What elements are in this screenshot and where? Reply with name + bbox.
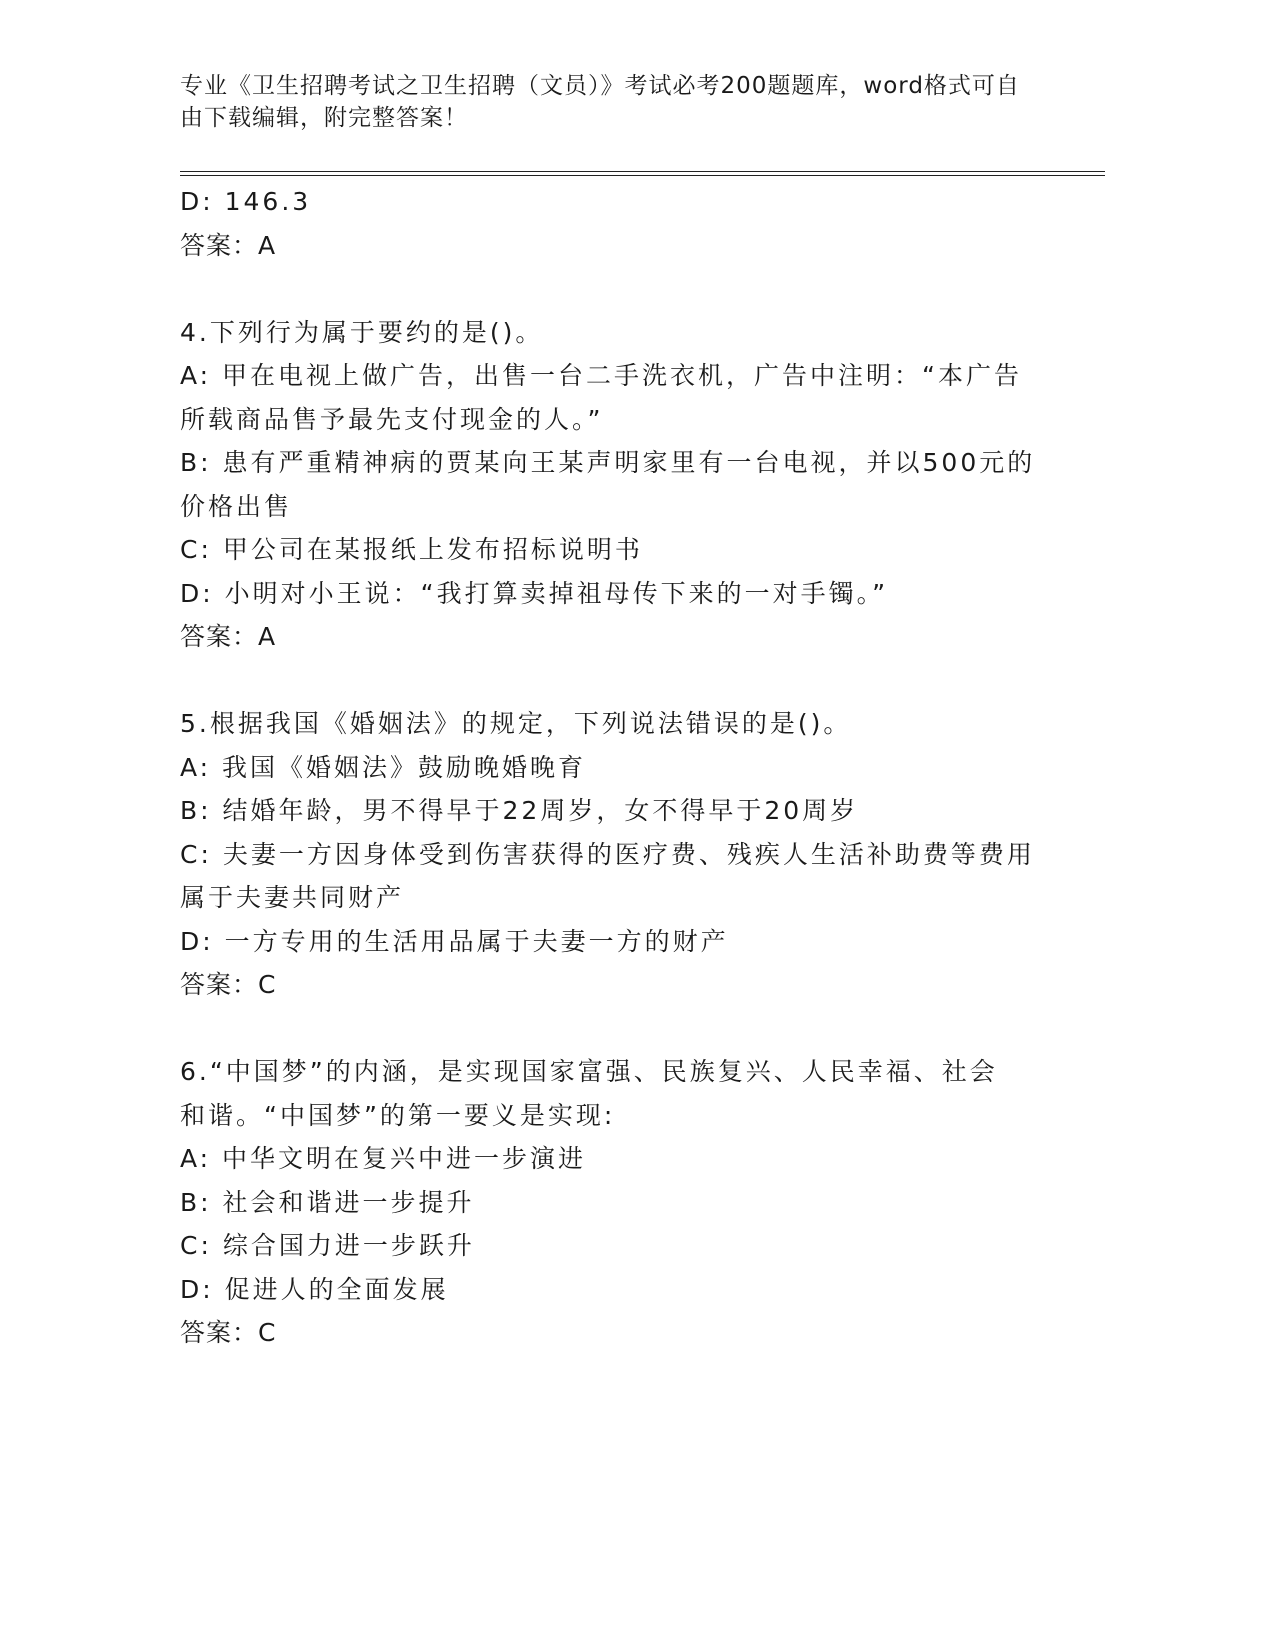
option-c: C: 甲公司在某报纸上发布招标说明书 [180, 535, 643, 564]
spacer [180, 267, 1040, 311]
question-block-previous [180, 180, 1040, 267]
spacer [180, 659, 1040, 703]
question-block-5 [180, 702, 1040, 1007]
option-d: D: 促进人的全面发展 [180, 1274, 449, 1304]
option-c-continued: 属于夫妻共同财产 [180, 883, 405, 912]
header-rule-bottom [180, 175, 1105, 176]
question-block-6 [180, 1050, 1040, 1355]
answer-line: 答案：C [180, 1318, 277, 1347]
header-rule-top [180, 171, 1105, 172]
option-c: C: 综合国力进一步跃升 [180, 1231, 475, 1260]
option-d: D: 146.3 [180, 187, 312, 216]
header-title-line-1: 专业《卫生招聘考试之卫生招聘（文员）》考试必考200题题库，word格式可自 [180, 73, 1020, 99]
option-a: A: 我国《婚姻法》鼓励晚婚晚育 [180, 752, 587, 782]
option-d: D: 一方专用的生活用品属于夫妻一方的财产 [180, 926, 729, 956]
question-stem: 6.“中国梦”的内涵，是实现国家富强、民族复兴、人民幸福、社会 [180, 1057, 998, 1086]
header-title-line-2: 由下载编辑，附完整答案！ [180, 105, 468, 131]
question-stem: 4.下列行为属于要约的是()。 [180, 317, 544, 347]
question-block-4 [180, 311, 1040, 659]
answer-line: 答案：A [180, 622, 277, 651]
option-b: B: 结婚年龄，男不得早于22周岁，女不得早于20周岁 [180, 796, 859, 825]
answer-line: 答案：C [180, 970, 277, 999]
question-stem-continued: 和谐。“中国梦”的第一要义是实现: [180, 1100, 616, 1130]
option-a-continued: 所载商品售予最先支付现金的人。” [180, 404, 604, 434]
option-b: B: 患有严重精神病的贾某向王某声明家里有一台电视，并以500元的 [180, 448, 1036, 477]
option-b-continued: 价格出售 [180, 491, 293, 521]
option-b: B: 社会和谐进一步提升 [180, 1187, 475, 1217]
option-d: D: 小明对小王说：“我打算卖掉祖母传下来的一对手镯。” [180, 578, 889, 608]
question-list [180, 180, 1040, 1355]
answer-line: 答案：A [180, 230, 277, 260]
option-a: A: 甲在电视上做广告，出售一台二手洗衣机，广告中注明：“本广告 [180, 361, 1022, 390]
option-a: A: 中华文明在复兴中进一步演进 [180, 1144, 587, 1173]
question-stem: 5.根据我国《婚姻法》的规定，下列说法错误的是()。 [180, 709, 852, 738]
document-header [180, 70, 1040, 134]
spacer [180, 1007, 1040, 1051]
option-c: C: 夫妻一方因身体受到伤害获得的医疗费、残疾人生活补助费等费用 [180, 839, 1035, 869]
